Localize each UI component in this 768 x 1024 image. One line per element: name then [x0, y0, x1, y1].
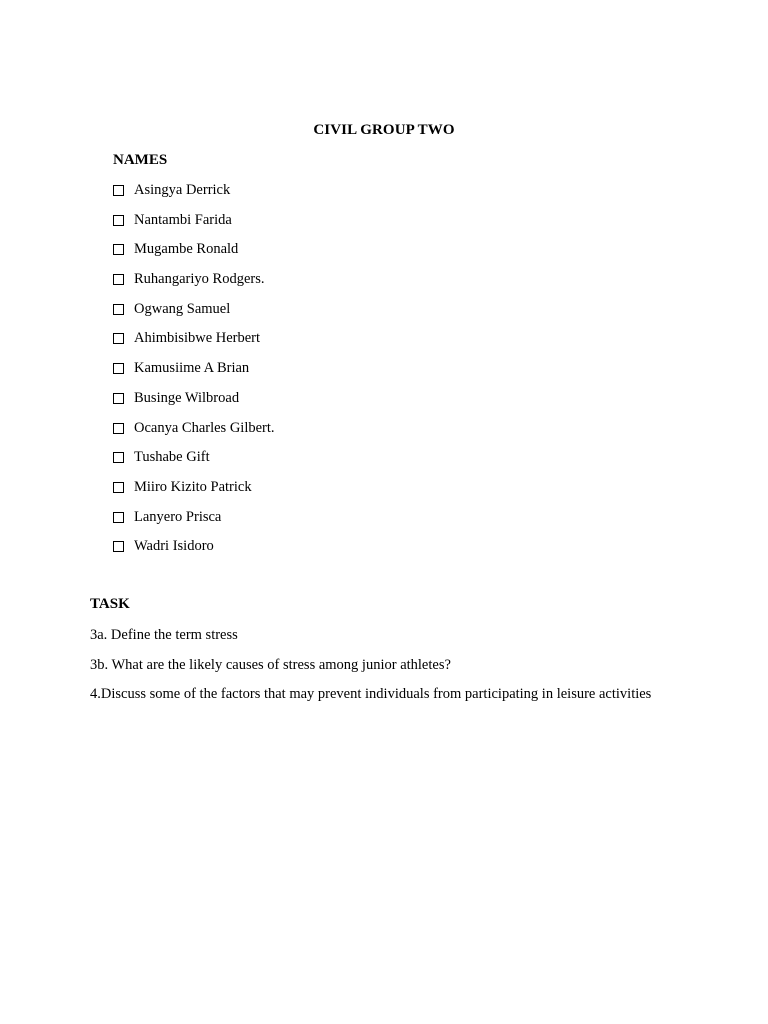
checkbox-bullet-icon [113, 244, 124, 255]
page-title: CIVIL GROUP TWO [313, 122, 455, 138]
checkbox-bullet-icon [113, 363, 124, 374]
list-item [113, 419, 275, 449]
list-item [113, 211, 275, 241]
member-name: Mugambe Ronald [134, 241, 239, 258]
list-item [113, 537, 275, 567]
member-name: Ahimbisibwe Herbert [134, 330, 261, 347]
names-list [113, 181, 275, 567]
checkbox-bullet-icon [113, 215, 124, 226]
member-name: Asingya Derrick [134, 182, 231, 198]
list-item [113, 448, 275, 478]
checkbox-bullet-icon [113, 304, 124, 315]
list-item [113, 508, 275, 538]
member-name: Lanyero Prisca [134, 508, 222, 525]
task-item: 3a. Define the term stress [90, 627, 238, 643]
list-item [113, 300, 275, 330]
member-name: Tushabe Gift [134, 449, 210, 466]
checkbox-bullet-icon [113, 452, 124, 463]
list-item [113, 478, 275, 508]
list-item [113, 181, 275, 211]
task-item: 3b. What are the likely causes of stress among junior athletes? [90, 656, 451, 673]
member-name: Miiro Kizito Patrick [134, 478, 252, 495]
member-name: Businge Wilbroad [134, 389, 240, 406]
list-item [113, 329, 275, 359]
checkbox-bullet-icon [113, 423, 124, 434]
checkbox-bullet-icon [113, 393, 124, 404]
list-item [113, 389, 275, 419]
task-item: 4.Discuss some of the factors that may prevent individuals from participating in leisure activities [90, 686, 652, 703]
checkbox-bullet-icon [113, 512, 124, 523]
member-name: Ocanya Charles Gilbert. [134, 419, 275, 436]
list-item [113, 270, 275, 300]
checkbox-bullet-icon [113, 482, 124, 493]
member-name: Nantambi Farida [134, 211, 232, 228]
member-name: Wadri Isidoro [134, 538, 214, 555]
member-name: Ogwang Samuel [134, 300, 231, 317]
member-name: Kamusiime A Brian [134, 360, 250, 377]
names-heading: NAMES [113, 152, 168, 168]
task-heading: TASK [90, 596, 130, 612]
checkbox-bullet-icon [113, 185, 124, 196]
list-item [113, 359, 275, 389]
list-item [113, 240, 275, 270]
checkbox-bullet-icon [113, 333, 124, 344]
checkbox-bullet-icon [113, 274, 124, 285]
task-list [90, 626, 651, 715]
member-name: Ruhangariyo Rodgers. [134, 271, 265, 288]
checkbox-bullet-icon [113, 541, 124, 552]
